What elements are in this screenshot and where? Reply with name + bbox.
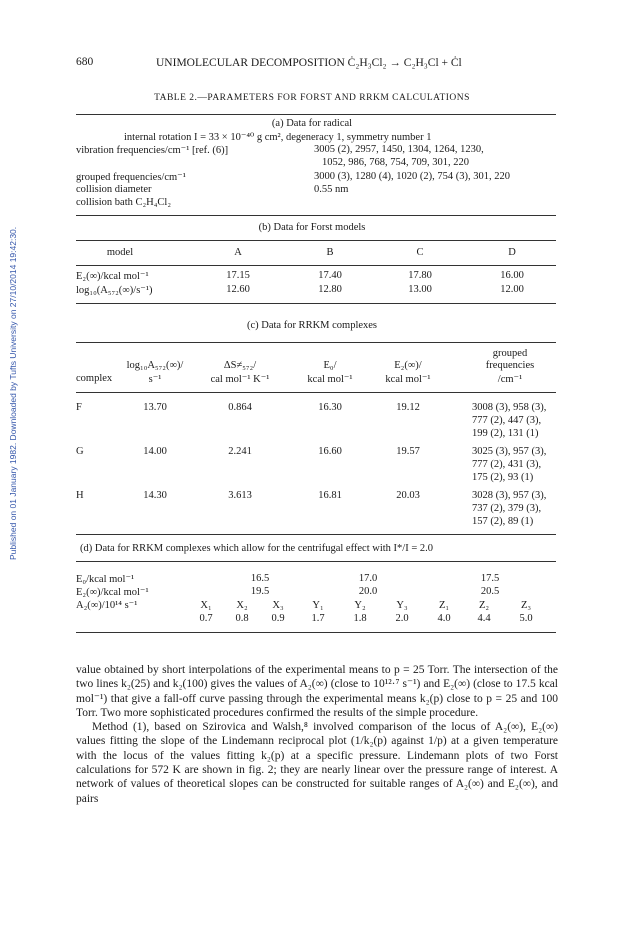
complex-value: 0.7: [199, 613, 213, 624]
rule-b-c: [76, 303, 556, 304]
section-a-title: (a) Data for radical: [271, 118, 353, 129]
section-b-title: (b) Data for Forst models: [258, 222, 366, 233]
complex-value: 0.9: [271, 613, 285, 624]
rule-c-header-top: [76, 342, 556, 343]
rule-a-b: [76, 215, 556, 216]
complex-name: X₂: [236, 600, 248, 611]
body-paragraph-1: value obtained by short interpolations of the experimental means to p = 25 Torr. The intersection of the two lines k₂(25) and k₂(100) gives the values of A₂(∞) (close to 10¹²·⁷ s⁻¹) and E₂(∞) (close to 17.5 kcal mol⁻¹) that give a fall-off curve passing through the experimental means k₂(p) close to p = 25 and 100 Torr. Two more sophisticated procedures confirmed the results of the simple procedure.: [76, 664, 558, 719]
rrkm-header-ds-2: cal mol⁻¹ K⁻¹: [210, 374, 270, 385]
centrifugal-einf-y: 20.0: [358, 586, 378, 597]
forst-header-a: A: [234, 247, 242, 258]
rrkm-header-grouped-2: frequencies: [485, 360, 535, 371]
forst-loga-b: 12.80: [318, 284, 342, 295]
centrifugal-e0-label: E₀/kcal mol⁻¹: [76, 574, 135, 585]
centrifugal-einf-x: 19.5: [250, 586, 270, 597]
rrkm-row-complex: H: [76, 490, 84, 501]
rrkm-row-complex: G: [76, 446, 84, 457]
rrkm-row-einf: 19.57: [396, 446, 420, 457]
forst-einf-a: 17.15: [226, 270, 250, 281]
centrifugal-e0-y: 17.0: [358, 573, 378, 584]
rule-c-d: [76, 534, 556, 535]
grouped-label: grouped frequencies/cm⁻¹: [76, 172, 186, 183]
rrkm-row-e0: 16.60: [318, 446, 342, 457]
rrkm-row-loga: 14.30: [143, 490, 167, 501]
rrkm-row-freq-2: 737 (2), 379 (3),: [472, 503, 542, 514]
complex-name: X₁: [200, 600, 212, 611]
running-title: UNIMOLECULAR DECOMPOSITION Ċ₂H₃Cl₂ → C₂H₃Cl + Ċl: [156, 57, 462, 69]
rrkm-row-einf: 19.12: [396, 402, 420, 413]
section-d-title: (d) Data for RRKM complexes which allow for the centrifugal effect with I*/I = 2.0: [80, 543, 433, 554]
vibration-values-1: 3005 (2), 2957, 1450, 1304, 1264, 1230,: [314, 144, 484, 155]
table-top-rule: [76, 114, 556, 115]
rrkm-row-ds: 3.613: [228, 490, 252, 501]
complex-value: 4.0: [437, 613, 451, 624]
rrkm-row-ds: 2.241: [228, 446, 252, 457]
complex-name: Z₂: [478, 600, 490, 611]
rrkm-row-loga: 14.00: [143, 446, 167, 457]
forst-einf-c: 17.80: [408, 270, 432, 281]
section-c-title: (c) Data for RRKM complexes: [246, 320, 378, 331]
forst-loga-d: 12.00: [500, 284, 524, 295]
rrkm-row-freq-2: 777 (2), 431 (3),: [472, 459, 542, 470]
forst-row-einf-label: E₂(∞)/kcal mol⁻¹: [76, 271, 149, 282]
rrkm-header-e0-1: E₀/: [323, 360, 337, 371]
complex-value: 4.4: [477, 613, 491, 624]
forst-einf-d: 16.00: [500, 270, 524, 281]
body-paragraph-2: Method (1), based on Szirovica and Walsh,⁸ involved comparison of the locus of A₂(∞), E₂(∞) values fitting the slope of the Lindemann reciprocal plot (1/k₂(p) against 1/p) at a given temperature with the locus of the values fitting k₂(p) at a specific pressure. Lindemann plots of two Forst calculations for 572 K are shown in fig. 2; they are nearly linear over the pressure range of interest. A network of values of theoretical slopes can be constructed for suitable ranges of A₂(∞) and E₂(∞), and pairs: [76, 721, 558, 805]
complex-value: 5.0: [519, 613, 533, 624]
table-bottom-rule: [76, 632, 556, 633]
rrkm-header-einf-1: E₂(∞)/: [394, 360, 422, 371]
body-text: [76, 663, 558, 806]
vibration-values-2: 1052, 986, 768, 754, 709, 301, 220: [322, 157, 469, 168]
rrkm-row-e0: 16.30: [318, 402, 342, 413]
rule-c-header-bottom: [76, 392, 556, 393]
complex-name: X₃: [272, 600, 284, 611]
rrkm-row-freq-1: 3008 (3), 958 (3),: [472, 402, 547, 413]
rrkm-header-e0-2: kcal mol⁻¹: [307, 374, 353, 385]
rrkm-header-ds-1: ΔS≠₅₇₂/: [223, 360, 257, 371]
rrkm-row-complex: F: [76, 402, 82, 413]
table-caption: TABLE 2.—PARAMETERS FOR FORST AND RRKM CALCULATIONS: [154, 93, 470, 103]
complex-value: 2.0: [395, 613, 409, 624]
complex-name: Y₁: [312, 600, 324, 611]
rrkm-header-einf-2: kcal mol⁻¹: [385, 374, 431, 385]
forst-header-c: C: [416, 247, 424, 258]
complex-name: Z₁: [438, 600, 450, 611]
centrifugal-einf-z: 20.5: [480, 586, 500, 597]
vibration-label: vibration frequencies/cm⁻¹ [ref. (6)]: [76, 145, 229, 156]
centrifugal-e0-x: 16.5: [250, 573, 270, 584]
rule-b-header-bottom: [76, 265, 556, 266]
rule-d-header: [76, 561, 556, 562]
rrkm-header-loga-1: log₁₀A₅₇₂(∞)/: [126, 360, 184, 371]
page-number: 680: [76, 56, 94, 68]
rrkm-row-e0: 16.81: [318, 490, 342, 501]
collision-bath: collision bath C₂H₄Cl₂: [76, 197, 171, 208]
forst-row-loga-label: log₁₀(A₅₇₂(∞)/s⁻¹): [76, 285, 153, 296]
internal-rotation: internal rotation I = 33 × 10⁻⁴⁰ g cm², degeneracy 1, symmetry number 1: [124, 132, 432, 143]
centrifugal-e0-z: 17.5: [480, 573, 500, 584]
forst-loga-a: 12.60: [226, 284, 250, 295]
complex-name: Y₂: [354, 600, 366, 611]
rrkm-row-freq-1: 3025 (3), 957 (3),: [472, 446, 547, 457]
download-stamp: Published on 01 January 1982. Downloaded by Tufts University on 27/10/2014 19:42:30.: [8, 226, 18, 560]
centrifugal-a-label: A₂(∞)/10¹⁴ s⁻¹: [76, 600, 138, 611]
complex-value: 1.8: [353, 613, 367, 624]
rrkm-row-freq-2: 777 (2), 447 (3),: [472, 415, 542, 426]
rrkm-row-freq-3: 175 (2), 93 (1): [472, 472, 534, 483]
rrkm-row-einf: 20.03: [396, 490, 420, 501]
forst-einf-b: 17.40: [318, 270, 342, 281]
rrkm-header-grouped-1: grouped: [492, 348, 528, 359]
rrkm-row-freq-3: 157 (2), 89 (1): [472, 516, 534, 527]
rrkm-row-freq-1: 3028 (3), 957 (3),: [472, 490, 547, 501]
forst-header-model: model: [106, 247, 134, 258]
rrkm-row-ds: 0.864: [228, 402, 252, 413]
complex-value: 1.7: [311, 613, 325, 624]
rrkm-row-freq-3: 199 (2), 131 (1): [472, 428, 539, 439]
rrkm-header-loga-2: s⁻¹: [148, 374, 162, 385]
rrkm-row-loga: 13.70: [143, 402, 167, 413]
grouped-values: 3000 (3), 1280 (4), 1020 (2), 754 (3), 301, 220: [314, 171, 510, 182]
rrkm-header-complex: complex: [76, 373, 113, 384]
complex-value: 0.8: [235, 613, 249, 624]
rrkm-header-grouped-3: /cm⁻¹: [497, 374, 523, 385]
centrifugal-einf-label: E₂(∞)/kcal mol⁻¹: [76, 587, 149, 598]
collision-diameter-value: 0.55 nm: [314, 184, 349, 195]
forst-header-b: B: [326, 247, 334, 258]
collision-diameter-label: collision diameter: [76, 184, 152, 195]
forst-loga-c: 13.00: [408, 284, 432, 295]
complex-name: Y₃: [396, 600, 408, 611]
rule-b-header-top: [76, 240, 556, 241]
complex-name: Z₃: [520, 600, 532, 611]
forst-header-d: D: [508, 247, 516, 258]
